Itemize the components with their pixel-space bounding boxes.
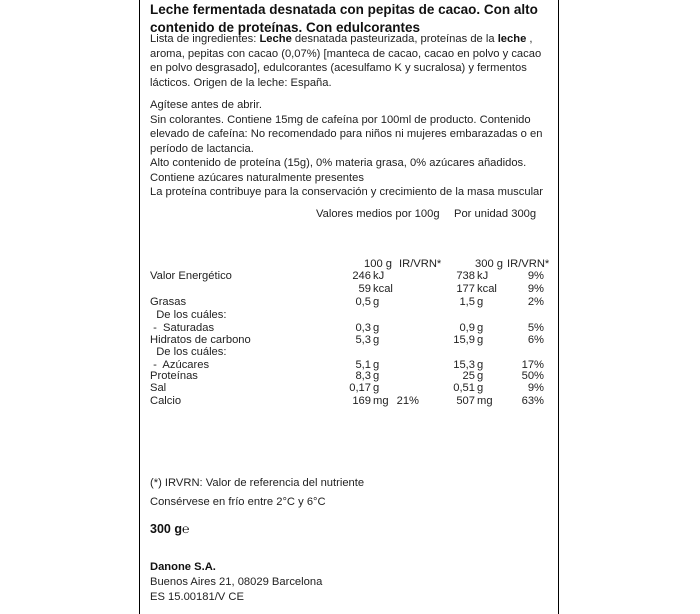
unit-100g: kJ [373,270,385,282]
nutrient-name: Proteínas [150,370,198,382]
value-100g: 5,3 [355,334,371,346]
unit-300g: g [477,359,484,371]
product-title-line: Leche fermentada desnatada con pepitas de cacao. Con alto [150,2,538,17]
ingredient-allergen: Leche [259,33,292,45]
ir-300g: 2% [527,296,544,308]
nutrient-name: - Azúcares [150,359,210,371]
unit-100g: g [373,359,380,371]
value-100g: 0,3 [355,322,371,334]
ingredients-text: , aroma, pepitas con cacao (0,07%) [manteca de cacao, cacao en polvo y cacao en polvo desgrasado], edulcorantes (acesulfamo K y sucralosa) y fermentos lácticos. Origen de la leche: España. [150,33,542,89]
company-address: Buenos Aires 21, 08029 Barcelona [150,576,323,588]
col-header-ir: IR/VRN* [399,258,442,270]
col-header-100g: 100 g [364,258,392,270]
estimated-sign-icon: ℮ [181,522,190,536]
value-100g: 5,1 [355,359,371,371]
table-header-unit: Por unidad 300g [454,208,537,220]
ir-300g: 9% [527,283,544,295]
net-weight-value: 300 g [150,522,182,536]
nutrient-name: De los cuáles: [150,309,227,321]
product-title-line: contenido de proteínas. Con edulcorantes [150,20,421,35]
unit-100g: mg [373,395,389,407]
ingredients-label: Lista de ingredientes: [150,33,260,45]
note-line: Contiene azúcares naturalmente presentes [150,171,364,184]
ingredients-text: desnatada pasteurizada, proteínas de la [291,33,498,45]
note-line: La proteína contribuye para la conservación y crecimiento de la masa muscular [150,186,544,198]
note-line: elevado de cafeína: No recomendado para niños ni mujeres embarazadas o en [150,128,543,140]
unit-100g: kcal [373,283,393,295]
value-300g: 15,3 [453,359,475,371]
ir-300g: 6% [527,334,544,346]
nutrient-name: Hidratos de carbono [150,334,251,346]
ir-300g: 5% [527,322,544,334]
col-header-ir: IR/VRN* [507,258,550,270]
unit-300g: kcal [477,283,497,295]
unit-100g: g [373,370,380,382]
ir-300g: 17% [521,359,544,371]
value-100g: 0,5 [355,296,371,308]
unit-100g: g [373,322,380,334]
nutrient-name: Grasas [150,296,187,308]
company-name: Danone S.A. [150,561,216,573]
value-100g: 8,3 [355,370,371,382]
unit-300g: g [477,370,484,382]
ir-300g: 9% [527,270,544,282]
unit-300g: kJ [477,270,489,282]
nutrient-name: Valor Energético [150,270,232,282]
ir-100g: 21% [396,395,419,407]
note-line: Sin colorantes. Contiene 15mg de cafeína por 100ml de producto. Contenido [150,113,531,126]
ir-300g: 9% [527,382,544,394]
unit-300g: g [477,296,484,308]
value-300g: 177 [456,283,475,295]
unit-100g: g [373,382,380,394]
value-100g: 169 [352,395,371,407]
nutrient-name: De los cuáles: [150,346,227,358]
value-300g: 25 [462,370,475,382]
value-300g: 1,5 [459,296,475,308]
ir-300g: 50% [521,370,544,382]
ingredients-list [150,32,550,90]
net-weight [150,522,189,537]
unit-300g: mg [477,395,493,407]
table-header-100g: Valores medios por 100g [316,208,440,220]
unit-300g: g [477,382,484,394]
col-header-300g: 300 g [475,258,503,270]
product-label [139,0,559,614]
nutrient-name: - Saturadas [150,322,215,334]
value-300g: 507 [456,395,475,407]
unit-300g: g [477,334,484,346]
unit-100g: g [373,334,380,346]
company-code: ES 15.00181/V CE [150,591,244,603]
unit-300g: g [477,322,484,334]
note-line: período de lactancia. [150,142,254,155]
value-100g: 246 [352,270,371,282]
unit-100g: g [373,296,380,308]
value-300g: 15,9 [453,334,475,346]
nutrient-name: Calcio [150,395,182,407]
note-line: Alto contenido de proteína (15g), 0% materia grasa, 0% azúcares añadidos. [150,157,527,169]
value-300g: 738 [456,270,475,282]
value-300g: 0,9 [459,322,475,334]
nutrient-name: Sal [150,382,167,394]
value-100g: 0,17 [349,382,371,394]
value-300g: 0,51 [453,382,475,394]
value-100g: 59 [358,283,371,295]
ingredient-allergen: leche [497,33,527,45]
ir-300g: 63% [521,395,544,407]
storage-instructions: Consérvese en frío entre 2°C y 6°C [150,496,326,508]
note-line: Agítese antes de abrir. [150,99,262,111]
footnote: (*) IRVRN: Valor de referencia del nutriente [150,477,365,489]
